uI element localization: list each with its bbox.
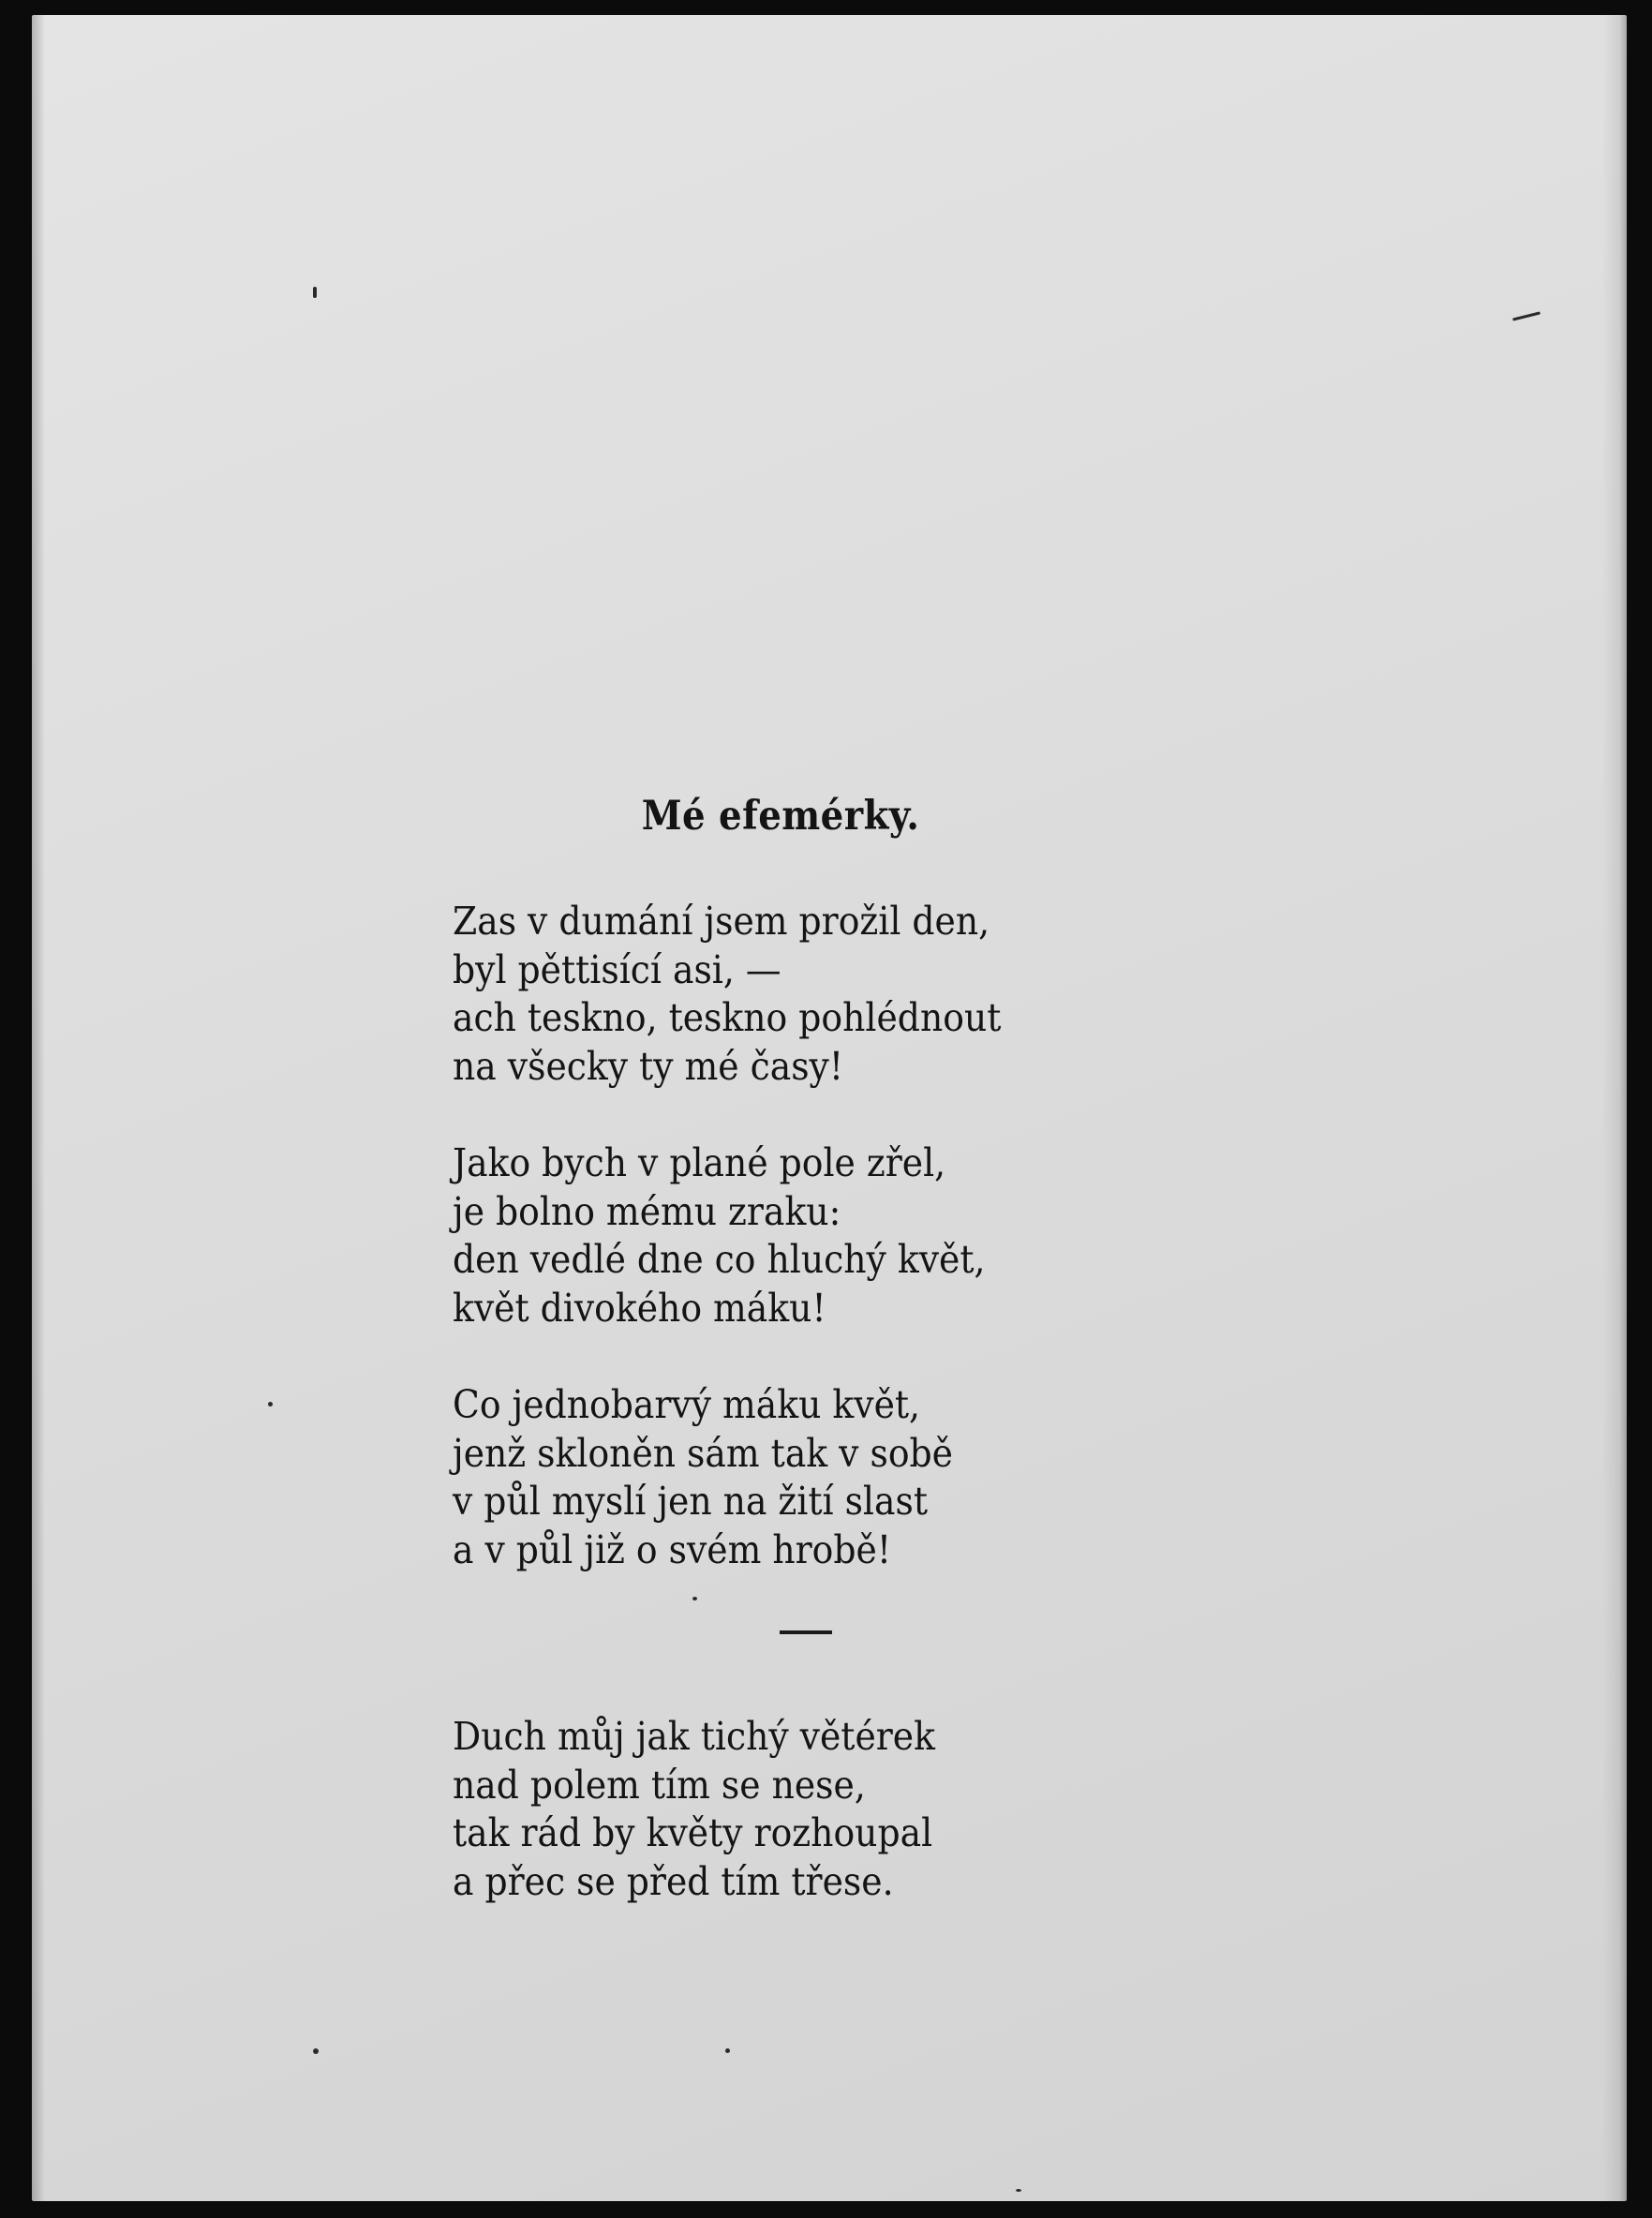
poem-line: květ divokého máku! — [453, 1285, 826, 1331]
poem-line: na všecky ty mé časy! — [453, 1043, 844, 1089]
poem — [453, 793, 1202, 1955]
stanza — [453, 898, 1202, 1091]
paper-speck — [268, 1402, 273, 1407]
separator-dash — [780, 1630, 832, 1634]
section-separator — [453, 1617, 1202, 1660]
stanza — [453, 1713, 1202, 1906]
paper-speck — [313, 2048, 319, 2054]
poem-line: a přec se před tím třese. — [453, 1858, 894, 1904]
poem-line: Duch můj jak tichý větérek — [453, 1714, 935, 1759]
book-page — [32, 15, 1627, 2201]
poem-line: ach teskno, teskno pohlédnout — [453, 995, 1002, 1040]
poem-line: a v půl již o svém hrobě! — [453, 1526, 892, 1572]
stanza — [453, 1381, 1202, 1574]
paper-speck — [313, 287, 317, 298]
page-right-edge-shadow — [1602, 15, 1627, 2201]
paper-speck — [1512, 311, 1540, 320]
page-left-edge-shadow — [32, 15, 45, 2201]
poem-title: Mé efemérky. — [641, 793, 920, 840]
paper-speck — [725, 2048, 730, 2053]
poem-line: Zas v dumání jsem prožil den, — [453, 899, 990, 944]
poem-line: jenž skloněn sám tak v sobě — [453, 1430, 954, 1476]
poem-line: den vedlé dne co hluchý květ, — [453, 1237, 986, 1282]
stanza — [453, 1139, 1202, 1332]
poem-line: Co jednobarvý máku květ, — [453, 1382, 921, 1427]
poem-line: v půl myslí jen na žití slast — [453, 1479, 928, 1524]
poem-line: je bolno mému zraku: — [453, 1188, 841, 1234]
poem-line: tak rád by květy rozhoupal — [453, 1810, 933, 1855]
poem-line: nad polem tím se nese, — [453, 1762, 866, 1808]
paper-speck — [1016, 2189, 1021, 2192]
poem-line: Jako bych v plané pole zřel, — [453, 1140, 946, 1185]
poem-line: byl pěttisící asi, — — [453, 946, 781, 992]
